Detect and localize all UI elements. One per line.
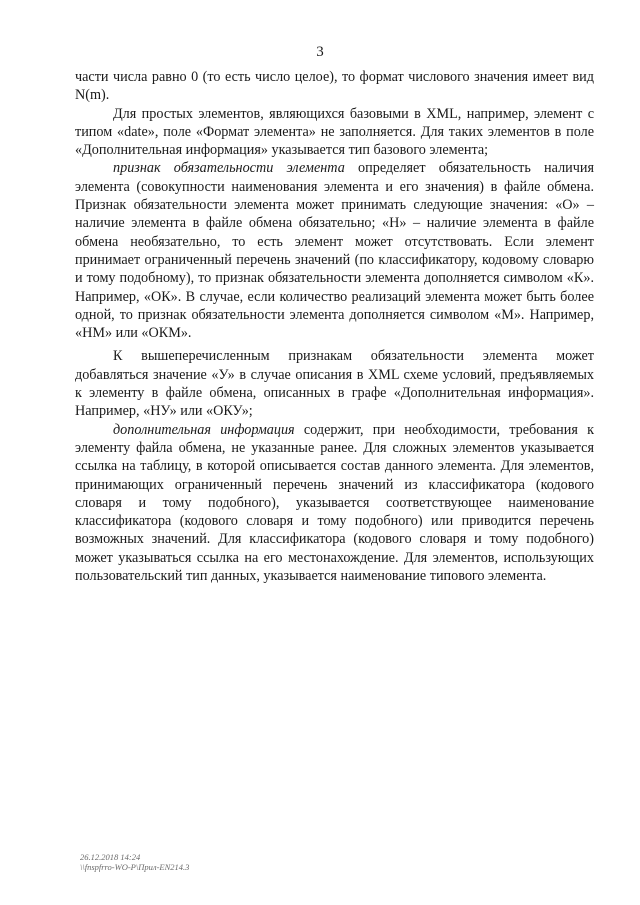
print-file-path: \\fnspfrro-WO-P\Прил-EN214.3 — [80, 862, 190, 872]
paragraph-format-continuation — [75, 68, 594, 105]
paragraph-text: Для простых элементов, являющихся базовыми в XML, например, элемент с типом «date», поле «Формат элемента» не заполняется. Для таких элементов в поле «Дополнительная информация» указывается тип базового элемента; — [75, 105, 594, 159]
paragraph-text: содержит, при необходимости, требования к элементу файла обмена, не указанные ранее. Для сложных элементов указывается ссылка на таблицу, в которой описывается состав данного элемента. Для элементов, принимающих ограниченный перечень значений из классификатора (кодового словаря и тому подобного), указывается соответствующее наименование классификатора (кодового словаря и тому подобного) или приводится перечень возможных значений. Для классификатора (кодового словаря и тому подобного) может указываться ссылка на его местонахождение. Для элементов, использующих пользовательский тип данных, указывается наименование типового элемента. — [75, 421, 594, 585]
paragraph-additional-info — [75, 421, 594, 586]
term-additional-info: дополнительная информация — [113, 421, 295, 438]
page-number: 3 — [316, 44, 324, 60]
paragraph-text: К вышеперечисленным признакам обязательности элемента может добавляться значение «У» в случае описания в XML схеме условий, предъявляемых к элементу в файле обмена, описанных в графе «Дополнительная информация». Например, «НУ» или «ОКУ»; — [75, 348, 594, 420]
paragraph-simple-elements — [75, 105, 594, 160]
paragraph-additional-flag — [75, 347, 594, 420]
paragraph-text: части числа равно 0 (то есть число целое), то формат числового значения имеет вид N(m). — [75, 69, 594, 104]
term-mandatory-flag: признак обязательности элемента — [113, 160, 345, 177]
print-timestamp: 26.12.2018 14:24 — [80, 852, 141, 862]
print-stamp — [80, 852, 189, 872]
paragraph-mandatory-flag — [75, 159, 594, 342]
paragraph-text: определяет обязательность наличия элемента (совокупности наименования элемента и его значения) в файле обмена. Признак обязательности элемента может принимать следующие значения: «О» – наличие элемента в файле обмена обязательно; «Н» – наличие элемента в файле обмена необязательно, то есть элемент может отсутствовать. Если элемент принимает ограниченный перечень значений (по классификатору, кодовому словарю и тому подобному), то признак обязательности элемента дополняется символом «К». Например, «ОК». В случае, если количество реализаций элемента может быть более одной, то признак обязательности элемента дополняется символом «М». Например, «НМ» или «ОКМ». — [75, 160, 594, 342]
document-body — [75, 68, 594, 585]
